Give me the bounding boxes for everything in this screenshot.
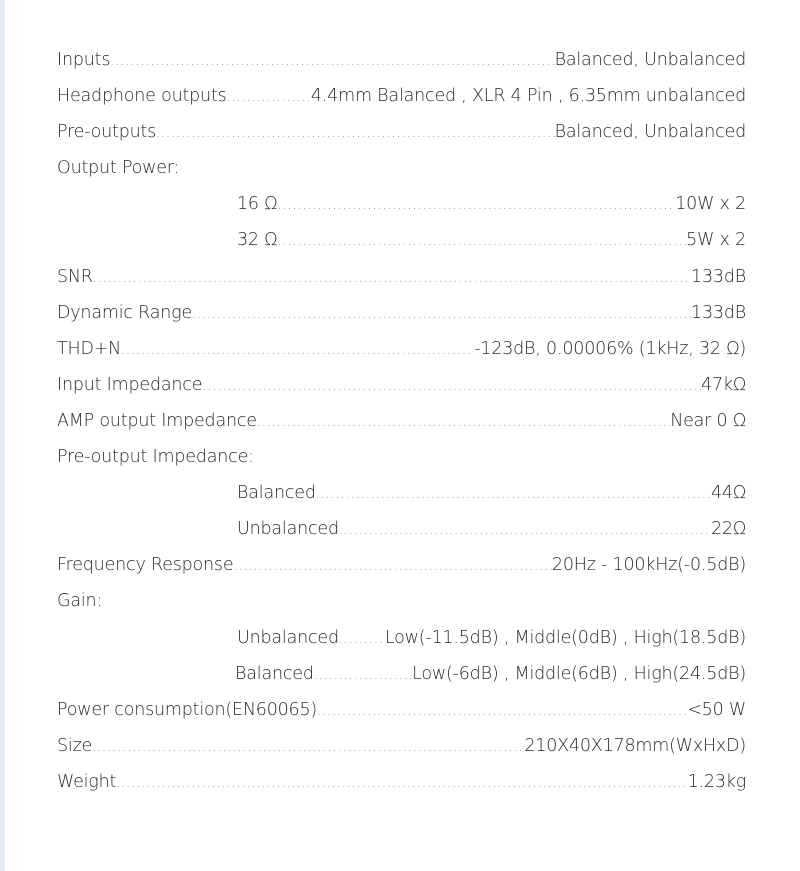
spec-heading-output-power (57, 158, 746, 194)
spec-row-snr (57, 267, 746, 303)
spec-value: Low(-6dB) , Middle(6dB) , High(24.5dB) (412, 663, 746, 684)
spec-row-pre-output-balanced (57, 483, 746, 519)
spec-value: 22Ω (710, 519, 746, 540)
spec-heading-gain (57, 591, 746, 627)
dot-leader (227, 90, 311, 104)
spec-value: 133dB (691, 302, 746, 323)
spec-label: Unbalanced (237, 519, 339, 540)
dot-leader (233, 559, 551, 573)
spec-row-gain-balanced (57, 664, 746, 700)
spec-label: Input Impedance (57, 374, 203, 395)
dot-leader (202, 379, 701, 393)
spec-label: Pre-outputs (57, 122, 157, 143)
spec-row-inputs (57, 50, 746, 86)
spec-value: 44Ω (710, 483, 746, 504)
spec-value: -123dB, 0.00006% (1kHz, 32 Ω) (474, 338, 746, 359)
left-edge-strip (0, 0, 5, 871)
spec-value: 210X40X178mm(WxHxD) (524, 735, 746, 756)
spec-label: Size (57, 735, 93, 756)
dot-leader (277, 198, 675, 212)
spec-row-input-impedance (57, 375, 746, 411)
spec-value: 10W x 2 (675, 194, 746, 215)
spec-label: THD+N (57, 338, 122, 359)
spec-value: <50 W (687, 699, 746, 720)
spec-row-output-power-16-ohm (57, 194, 746, 230)
spec-row-thd-n (57, 339, 746, 375)
dot-leader (339, 632, 385, 646)
spec-row-amp-output-impedance (57, 411, 746, 447)
spec-label: SNR (57, 266, 93, 287)
spec-value: 4.4mm Balanced , XLR 4 Pin , 6.35mm unbalanced (310, 86, 746, 107)
spec-section-heading: Gain: (57, 591, 103, 612)
dot-leader (92, 740, 524, 754)
spec-heading-pre-output-impedance (57, 447, 746, 483)
spec-label: Headphone outputs (57, 86, 227, 107)
spec-row-pre-outputs (57, 122, 746, 158)
spec-value: 5W x 2 (686, 230, 746, 251)
spec-label: Power consumption(EN60065) (57, 699, 318, 720)
spec-row-output-power-32-ohm (57, 230, 746, 266)
spec-section-heading: Pre-output Impedance: (57, 447, 254, 468)
spec-row-weight (57, 772, 746, 808)
spec-label: Frequency Response (57, 555, 234, 576)
spec-value: 20Hz - 100kHz(-0.5dB) (551, 555, 746, 576)
spec-row-gain-unbalanced (57, 628, 746, 664)
dot-leader (316, 487, 711, 501)
spec-row-power-consumption (57, 700, 746, 736)
spec-value: Balanced, Unbalanced (554, 122, 746, 143)
spec-value: Balanced, Unbalanced (554, 50, 746, 70)
spec-row-headphone-outputs (57, 86, 746, 122)
dot-leader (116, 776, 687, 790)
spec-section-heading: Output Power: (57, 158, 180, 179)
spec-row-size (57, 736, 746, 772)
spec-label: Inputs (57, 50, 111, 70)
spec-value: Near 0 Ω (670, 410, 746, 431)
spec-value: 1.23kg (687, 771, 746, 792)
spec-label: Dynamic Range (57, 302, 192, 323)
dot-leader (314, 668, 412, 682)
dot-leader (110, 54, 554, 68)
dot-leader (93, 271, 691, 285)
spec-row-dynamic-range (57, 303, 746, 339)
spec-label: 16 Ω (237, 194, 278, 215)
spec-label: 32 Ω (237, 230, 278, 251)
spec-value: 133dB (691, 266, 746, 287)
spec-row-pre-output-unbalanced (57, 519, 746, 555)
spec-label: Weight (57, 771, 117, 792)
dot-leader (317, 704, 687, 718)
spec-value: Low(-11.5dB) , Middle(0dB) , High(18.5dB) (384, 627, 746, 648)
spec-value: 47kΩ (701, 374, 746, 395)
dot-leader (339, 523, 711, 537)
dot-leader (277, 234, 686, 248)
dot-leader (192, 307, 691, 321)
specifications-list (57, 50, 746, 808)
spec-label: Balanced (235, 663, 314, 684)
spec-label: AMP output Impedance (57, 410, 257, 431)
dot-leader (156, 126, 555, 140)
spec-label: Balanced (237, 483, 316, 504)
spec-row-frequency-response (57, 555, 746, 591)
dot-leader (257, 415, 670, 429)
dot-leader (121, 343, 474, 357)
spec-label: Unbalanced (237, 627, 339, 648)
